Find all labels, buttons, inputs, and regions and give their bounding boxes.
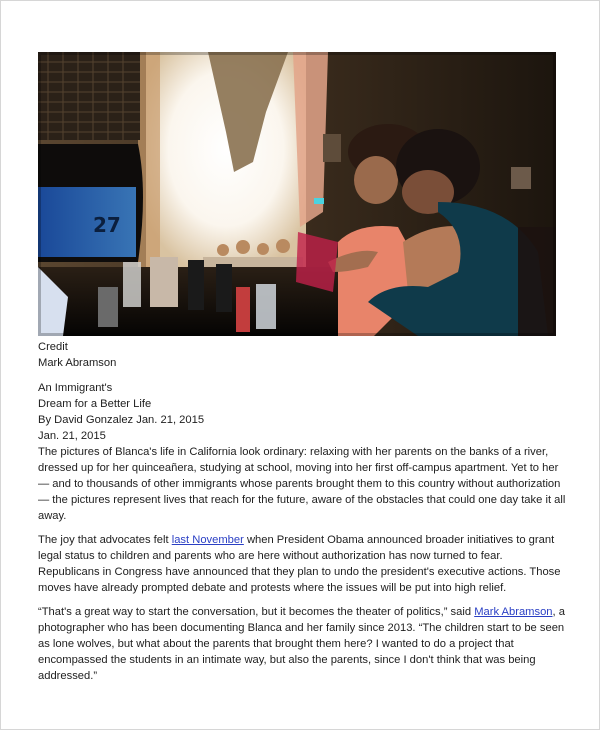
last-november-link[interactable]: last November [171, 534, 244, 546]
article-header [38, 380, 566, 444]
article-content [38, 339, 566, 684]
credit-label: Credit [38, 341, 68, 353]
mark-abramson-link[interactable]: Mark Abramson [474, 606, 553, 618]
article-photo [38, 52, 556, 336]
paragraph-3-text-after: , a photographer who has been documenting Blanca and her family since 2013. “The children start to be seen as lone wolves, but what about the parents that brought them here? I wanted to do a project that encompassed the students in an intimate way, but also the parents, since I don't think that was being addressed.” [38, 606, 565, 682]
photo-credit [38, 339, 566, 371]
paragraph-2-text-before: The joy that advocates felt [38, 534, 172, 546]
article-date: Jan. 21, 2015 [38, 430, 106, 442]
credit-name: Mark Abramson [38, 357, 117, 369]
svg-text:27: 27 [93, 213, 121, 237]
photo-illustration [38, 52, 556, 336]
paragraph-2-text-after: when President Obama announced broader initiatives to grant legal status to children and parents who are here without authorization has now turned to fear. Republicans in Congress have announced that they plan to undo the president's executive actions. Those moves have already prompted debate and protests where the issues will be put into high relief. [38, 534, 561, 594]
paragraph-3-text-before: “That's a great way to start the conversation, but it becomes the theater of politics,” said [38, 606, 475, 618]
article-title-line-2: Dream for a Better Life [38, 398, 152, 410]
paragraph-1: The pictures of Blanca's life in California look ordinary: relaxing with her parents on the banks of a river, dressed up for her quinceañera, studying at school, moving into her first off-campus apartment. Yet to her — and to thousands of other immigrants whose parents brought them to this country without authorization — the pictures represent lives that reach for the future, aware of the obstacles that could one day take it all away. [38, 446, 566, 522]
article-byline: By David Gonzalez Jan. 21, 2015 [38, 414, 205, 426]
paragraph-2 [38, 532, 566, 596]
article-title-line-1: An Immigrant's [38, 382, 113, 394]
paragraph-3 [38, 604, 566, 684]
